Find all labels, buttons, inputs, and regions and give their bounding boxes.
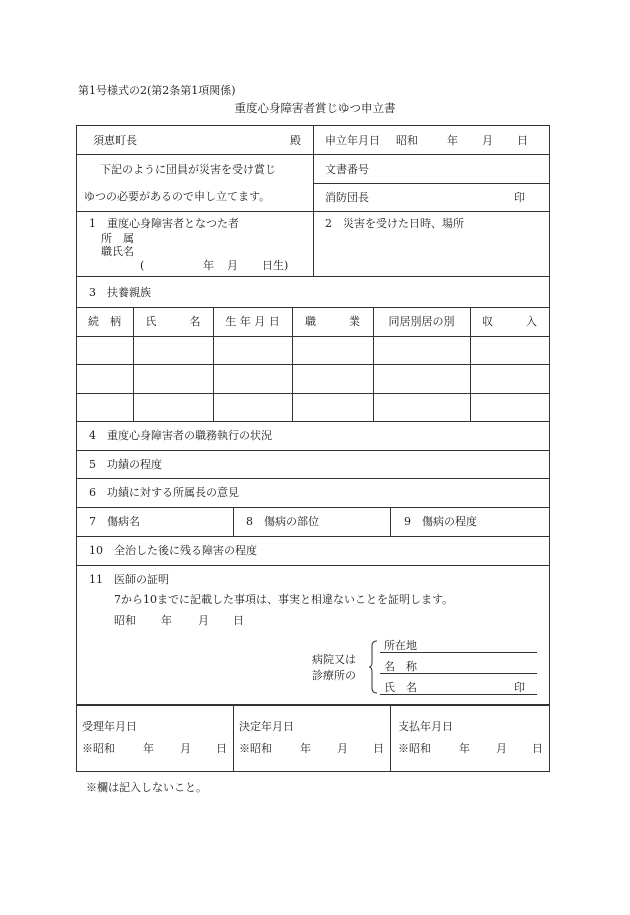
position-name-label: 職氏名 <box>101 245 134 258</box>
section6-heading: 6 功績に対する所属長の意見 <box>89 486 239 499</box>
addressee: 須恵町長 <box>93 134 137 147</box>
section11-heading: 11 医師の証明 <box>89 573 169 586</box>
paid-prefix: ※昭和 <box>398 742 431 755</box>
apply-date-era: 昭和 <box>396 134 418 147</box>
col-name: 氏 名 <box>145 315 201 328</box>
document-title: 重度心身障害者賞じゆつ申立書 <box>234 101 396 115</box>
apply-date-label: 申立年月日 <box>325 134 380 147</box>
fire-chief-label: 消防団長 <box>325 191 369 204</box>
statement-line1: 下記のように団員が災害を受け賞じ <box>100 163 276 176</box>
apply-date-month: 月 <box>482 134 493 147</box>
paid-year: 年 <box>459 742 470 755</box>
certification-day: 日 <box>233 614 244 627</box>
section9-heading: 9 傷病の程度 <box>404 515 477 528</box>
birth-month: 月 <box>227 259 238 272</box>
section2-heading: 2 災害を受けた日時、場所 <box>325 217 464 230</box>
col-income: 収 入 <box>482 315 537 328</box>
doctor-name-label: 氏 名 <box>384 681 417 694</box>
birth-day: 日生) <box>262 259 289 272</box>
decided-prefix: ※昭和 <box>239 742 272 755</box>
decided-day: 日 <box>373 742 384 755</box>
brace-icon <box>368 640 378 694</box>
paid-day: 日 <box>532 742 543 755</box>
affiliation-label: 所 属 <box>101 232 134 245</box>
honorific: 殿 <box>290 134 301 147</box>
certification-year: 年 <box>161 614 172 627</box>
hospital-label-line1: 病院又は <box>312 653 356 666</box>
birth-year: 年 <box>203 259 214 272</box>
received-label: 受理年月日 <box>82 720 137 733</box>
col-cohabitation: 同居別居の別 <box>388 315 455 328</box>
section7-heading: 7 傷病名 <box>89 515 140 528</box>
received-prefix: ※昭和 <box>82 742 115 755</box>
hospital-address-label: 所在地 <box>384 639 417 652</box>
section10-heading: 10 全治した後に残る障害の程度 <box>89 544 257 557</box>
decided-year: 年 <box>300 742 311 755</box>
certification-statement: 7から10までに記載した事項は、事実と相違ないことを証明します。 <box>114 593 454 606</box>
col-relation: 続 柄 <box>88 315 121 328</box>
received-day: 日 <box>216 742 227 755</box>
statement-line2: ゆつの必要があるので申し立てます。 <box>84 190 271 203</box>
certification-era: 昭和 <box>114 614 136 627</box>
doc-number-label: 文書番号 <box>325 163 369 176</box>
section8-heading: 8 傷病の部位 <box>246 515 319 528</box>
section5-heading: 5 功績の程度 <box>89 458 162 471</box>
col-birthdate: 生 年 月 日 <box>225 315 280 328</box>
paid-label: 支払年月日 <box>398 720 453 733</box>
paid-month: 月 <box>496 742 507 755</box>
col-occupation: 職 業 <box>305 315 360 328</box>
birth-open: ( <box>140 259 145 272</box>
decided-label: 決定年月日 <box>239 720 294 733</box>
section1-heading: 1 重度心身障害者となつた者 <box>89 217 239 230</box>
footer-note: ※欄は記入しないこと。 <box>86 781 207 794</box>
form-number: 第1号様式の2(第2条第1項関係) <box>78 84 236 97</box>
hospital-name-label: 名 称 <box>384 660 417 673</box>
hospital-label-line2: 診療所の <box>312 669 356 682</box>
certification-month: 月 <box>198 614 209 627</box>
fire-chief-seal: 印 <box>514 191 525 204</box>
section4-heading: 4 重度心身障害者の職務執行の状況 <box>89 429 272 442</box>
apply-date-year: 年 <box>447 134 458 147</box>
section3-heading: 3 扶養親族 <box>89 286 151 299</box>
doctor-seal: 印 <box>514 681 525 694</box>
apply-date-day: 日 <box>517 134 528 147</box>
received-year: 年 <box>143 742 154 755</box>
decided-month: 月 <box>337 742 348 755</box>
received-month: 月 <box>180 742 191 755</box>
